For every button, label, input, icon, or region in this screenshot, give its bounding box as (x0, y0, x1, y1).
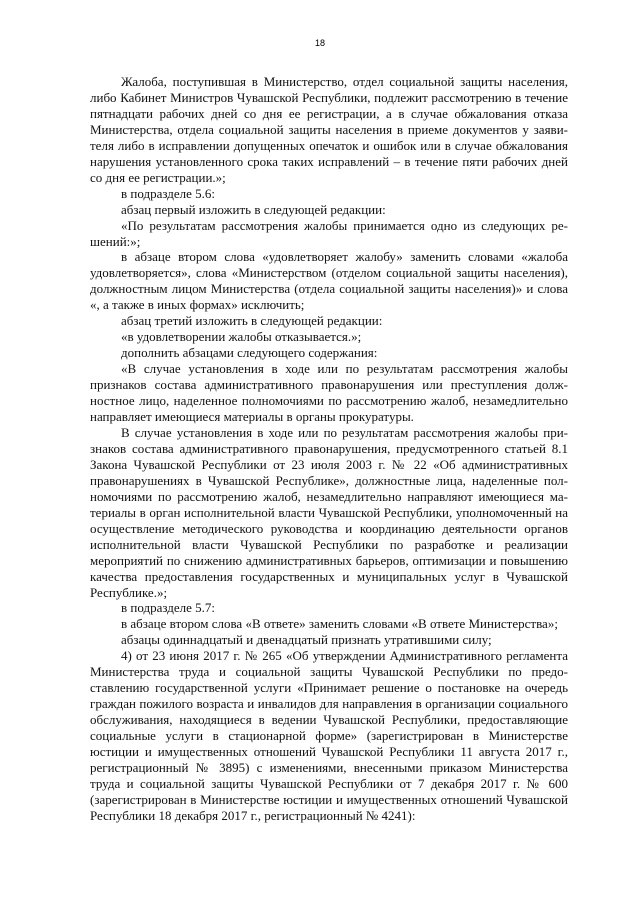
paragraph: в подразделе 5.6: (121, 185, 216, 201)
page-number: 18 (314, 38, 325, 48)
paragraph: «В случае установления в ходе или по результатам рассмотрения жалобы признаков состава административного правонарушения или преступления должностное лицо, наделенное полномочиями по рассмотрению жалоб, незамедлительно направляет имеющиеся материалы в органы прокуратуры. (90, 361, 568, 425)
paragraph: Жалоба, поступившая в Министерство, отдел социальной защиты населения, либо Кабинет Министров Чувашской Республики, подлежит рассмотрению в течение пятнадцати рабочих дней со дня ее регистрации, а в случае обжалования отказа Министерства, отдела социальной защиты населения в приеме документов у заявителя либо в исправлении допущенных опечаток и ошибок или в случае обжалования нарушения установленного срока таких исправлений – в течение пяти рабочих дней со дня ее регистрации.»; (90, 74, 568, 185)
paragraph: «в удовлетворении жалобы отказывается.»; (121, 329, 362, 345)
paragraph: абзацы одиннадцатый и двенадцатый признать утратившими силу; (121, 632, 492, 648)
paragraph: дополнить абзацами следующего содержания: (121, 345, 378, 361)
paragraph: в абзаце втором слова «удовлетворяет жалобу» заменить словами «жалоба удовлетворяется», слова «Министерством (отделом социальной защиты населения), должностным лицом Министерства (отдела социальной защиты населения)» и слова «, а также в иных формах» исключить; (90, 249, 568, 313)
paragraph: абзац первый изложить в следующей редакции: (121, 201, 386, 217)
document-body (90, 74, 568, 824)
paragraph: 4) от 23 июня 2017 г. № 265 «Об утверждении Административного регламента Министерства труда и социальной защиты Чувашской Республики по предоставлению государственной услуги «Принимает решение о постановке на очередь граждан пожилого возраста и инвалидов для направления в организации социального обслуживания, находящиеся в ведении Чувашской Республики, предоставляющие социальные услуги в стационарной форме» (зарегистрирован в Министерстве юстиции и имущественных отношений Чувашской Республики 11 августа 2017 г., регистрационный № 3895) с изменениями, внесенными приказом Министерства труда и социальной защиты Чувашской Республики от 7 декабря 2017 г. № 600 (зарегистрирован в Министерстве юстиции и имущественных отношений Чувашской Республики 18 декабря 2017 г., регистрационный № 4241): (90, 648, 568, 823)
paragraph: в подразделе 5.7: (121, 600, 216, 616)
paragraph: «По результатам рассмотрения жалобы принимается одно из следующих решений:»; (90, 217, 568, 249)
paragraph: В случае установления в ходе или по результатам рассмотрения жалобы признаков состава административного правонарушения, предусмотренного статьей 8.1 Закона Чувашской Республики от 23 июля 2003 г. № 22 «Об административных правонарушениях в Чувашской Республике», должностные лица, наделенные полномочиями по рассмотрению жалоб, незамедлительно направляют имеющиеся материалы в орган исполнительной власти Чувашской Республики, уполномоченный на осуществление методического руководства и координацию деятельности органов исполнительной власти Чувашской Республики по разработке и реализации мероприятий по снижению административных барьеров, оптимизации и повышению качества предоставления государственных и муниципальных услуг в Чувашской Республике.»; (90, 424, 568, 600)
paragraph: абзац третий изложить в следующей редакции: (121, 313, 383, 329)
paragraph: в абзаце втором слова «В ответе» заменить словами «В ответе Министерства»; (121, 616, 558, 632)
